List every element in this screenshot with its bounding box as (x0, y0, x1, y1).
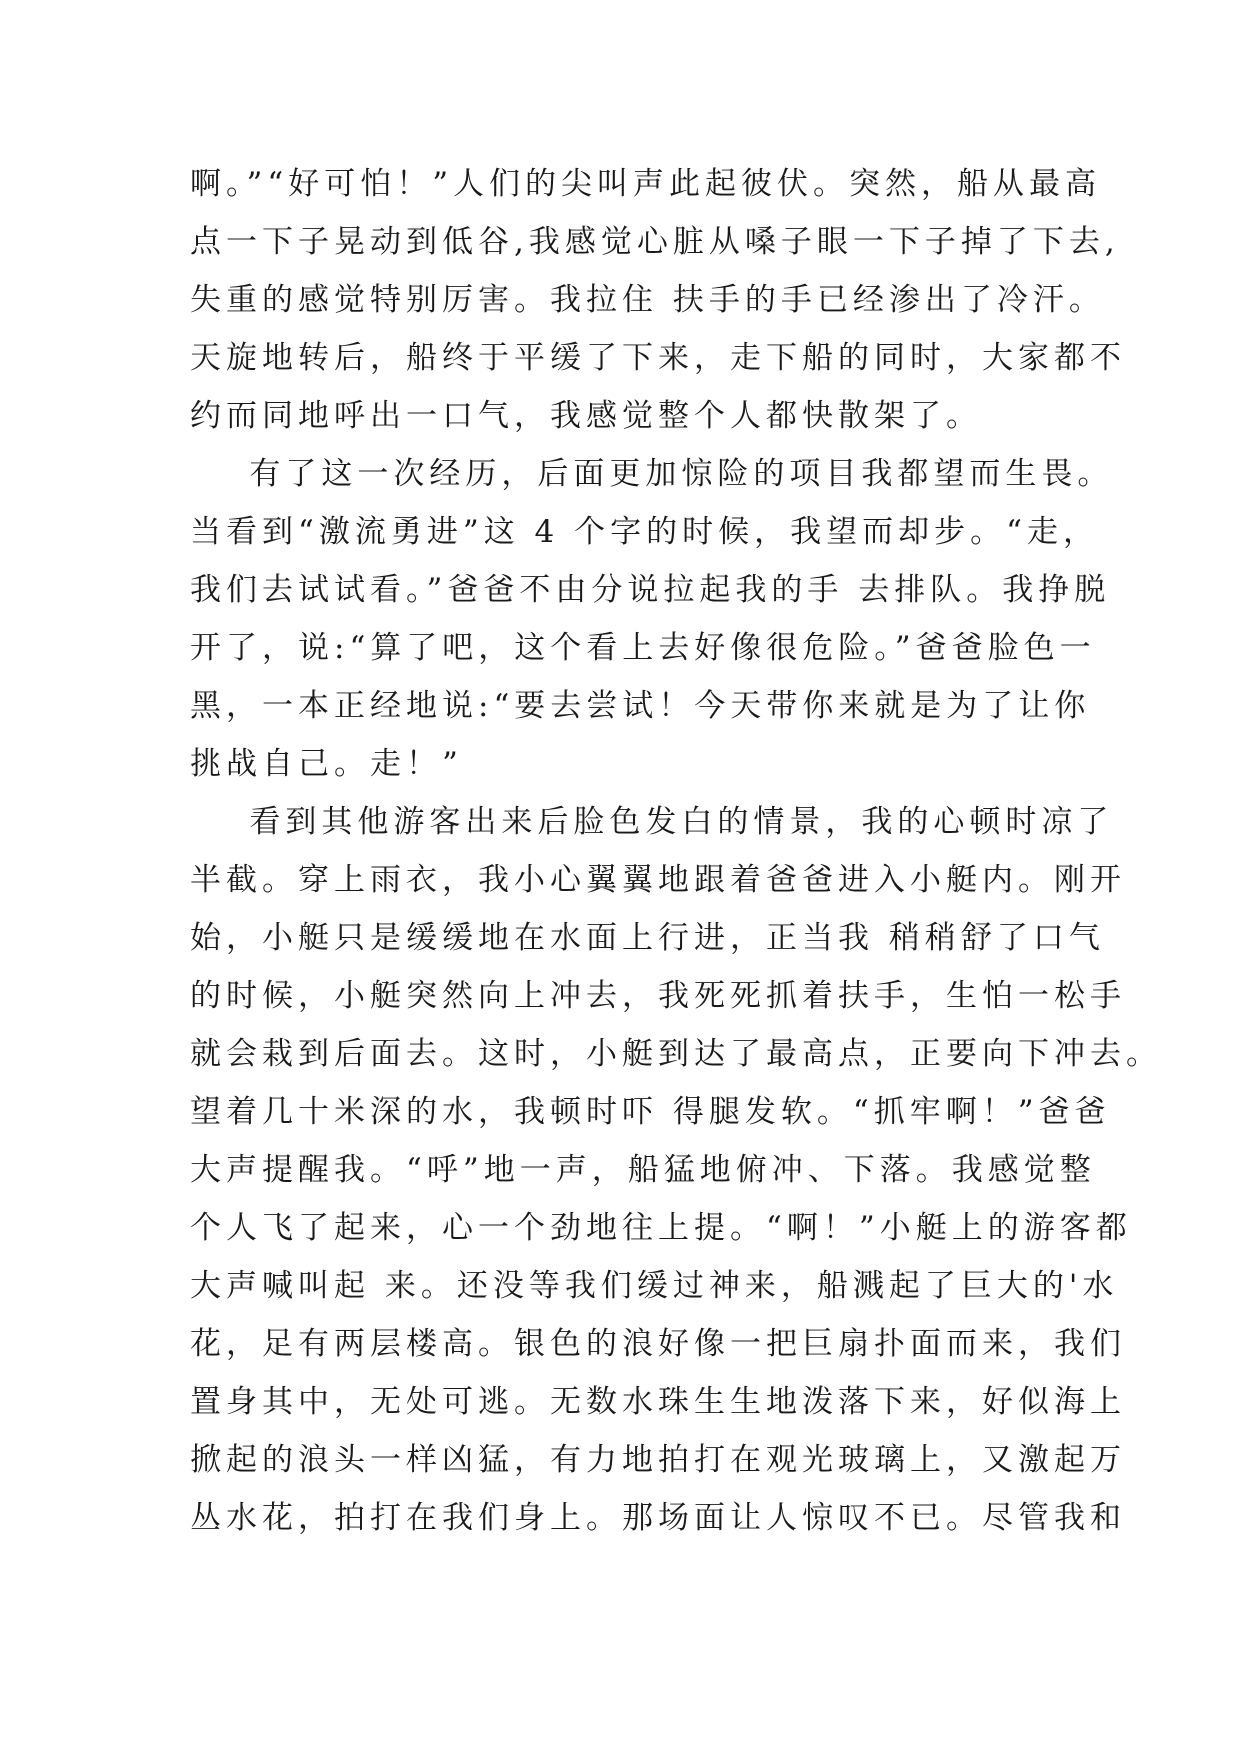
text-line: 有了这一次经历，后面更加惊险的项目我都望而生畏。 (190, 456, 1114, 492)
text-line: 挑战自己。走！” (190, 746, 463, 782)
text-line: 啊。”“好可怕！”人们的尖叫声此起彼伏。突然，船从最高 (190, 166, 1102, 202)
text-line: 始，小艇只是缓缓地在水面上行进，正当我 稍稍舒了口气 (190, 920, 1105, 956)
text-line: 当看到“激流勇进”这 4 个字的时候，我望而却步。“走， (190, 514, 1099, 550)
text-line: 点一下子晃动到低谷,我感觉心脏从嗓子眼一下子掉了下去, (190, 224, 1120, 260)
text-line: 望着几十米深的水，我顿时吓 得腿发软。“抓牢啊！”爸爸 (190, 1094, 1111, 1130)
text-line: 我们去试试看。”爸爸不由分说拉起我的手 去排队。我挣脱 (190, 572, 1111, 608)
text-line: 花，足有两层楼高。银色的浪好像一把巨扇扑面而来，我们 (190, 1326, 1126, 1362)
text-line: 就会栽到后面去。这时，小艇到达了最高点，正要向下冲去。 (190, 1036, 1162, 1072)
text-line: 半截。穿上雨衣，我小心翼翼地跟着爸爸进入小艇内。刚开 (190, 862, 1126, 898)
body-text (190, 155, 1162, 1547)
text-line: 开了，说:“算了吧，这个看上去好像很危险。”爸爸脸色一 (190, 630, 1096, 666)
text-line: 天旋地转后，船终于平缓了下来，走下船的同时，大家都不 (190, 340, 1126, 376)
text-line: 约而同地呼出一口气，我感觉整个人都快散架了。 (190, 398, 982, 434)
text-line: 置身其中，无处可逃。无数水珠生生地泼落下来，好似海上 (190, 1384, 1126, 1420)
text-line: 看到其他游客出来后脸色发白的情景，我的心顿时凉了 (190, 804, 1114, 840)
text-line: 失重的感觉特别厉害。我拉住 扶手的手已经渗出了冷汗。 (190, 282, 1105, 318)
text-line: 个人飞了起来，心一个劲地往上提。“啊！”小艇上的游客都 (190, 1210, 1132, 1246)
text-line: 掀起的浪头一样凶猛，有力地拍打在观光玻璃上，又激起万 (190, 1442, 1126, 1478)
text-line: 的时候，小艇突然向上冲去，我死死抓着扶手，生怕一松手 (190, 978, 1126, 1014)
text-line: 大声提醒我。“呼”地一声，船猛地俯冲、下落。我感觉整 (190, 1152, 1096, 1188)
text-line: 丛水花，拍打在我们身上。那场面让人惊叹不已。尽管我和 (190, 1500, 1126, 1536)
text-line: 大声喊叫起 来。还没等我们缓过神来，船溅起了巨大的'水 (190, 1268, 1119, 1304)
text-line: 黑，一本正经地说:“要去尝试！今天带你来就是为了让你 (190, 688, 1091, 724)
